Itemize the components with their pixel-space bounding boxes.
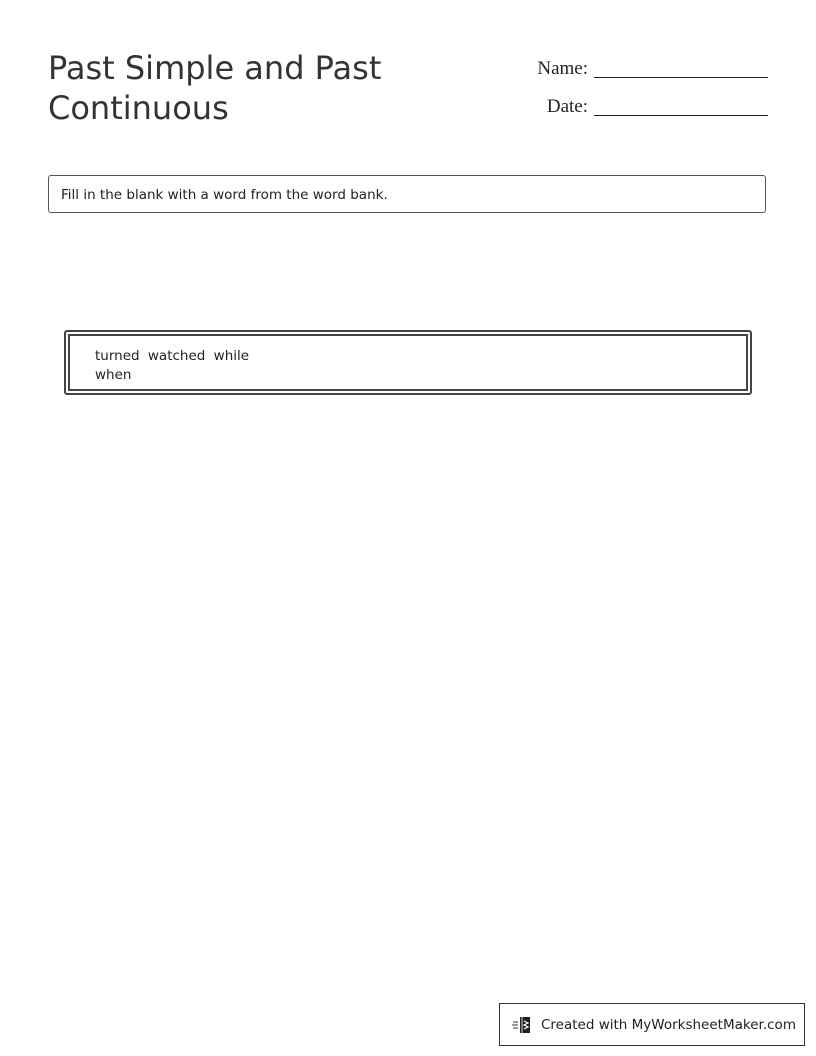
word-bank-item: while bbox=[213, 348, 250, 364]
word-bank-item: turned bbox=[95, 348, 140, 364]
page-title: Past Simple and Past Continuous bbox=[48, 49, 382, 127]
word-bank-item: when bbox=[95, 367, 132, 383]
student-info bbox=[537, 52, 768, 128]
date-row bbox=[537, 90, 768, 118]
date-label: Date: bbox=[546, 96, 588, 117]
footer-credit bbox=[499, 1003, 805, 1046]
name-row bbox=[537, 52, 768, 80]
instructions-text: Fill in the blank with a word from the word bank. bbox=[61, 187, 388, 203]
date-blank-line bbox=[594, 114, 768, 116]
footer-text: Created with MyWorksheetMaker.com bbox=[541, 1016, 796, 1033]
word-list bbox=[95, 347, 255, 385]
name-blank-line bbox=[594, 76, 768, 78]
worksheet-maker-logo-icon bbox=[512, 1014, 534, 1036]
instructions-box bbox=[48, 175, 766, 213]
word-bank-inner bbox=[68, 334, 748, 391]
word-bank bbox=[64, 330, 752, 395]
name-label: Name: bbox=[537, 58, 588, 79]
word-bank-item: watched bbox=[147, 348, 206, 364]
